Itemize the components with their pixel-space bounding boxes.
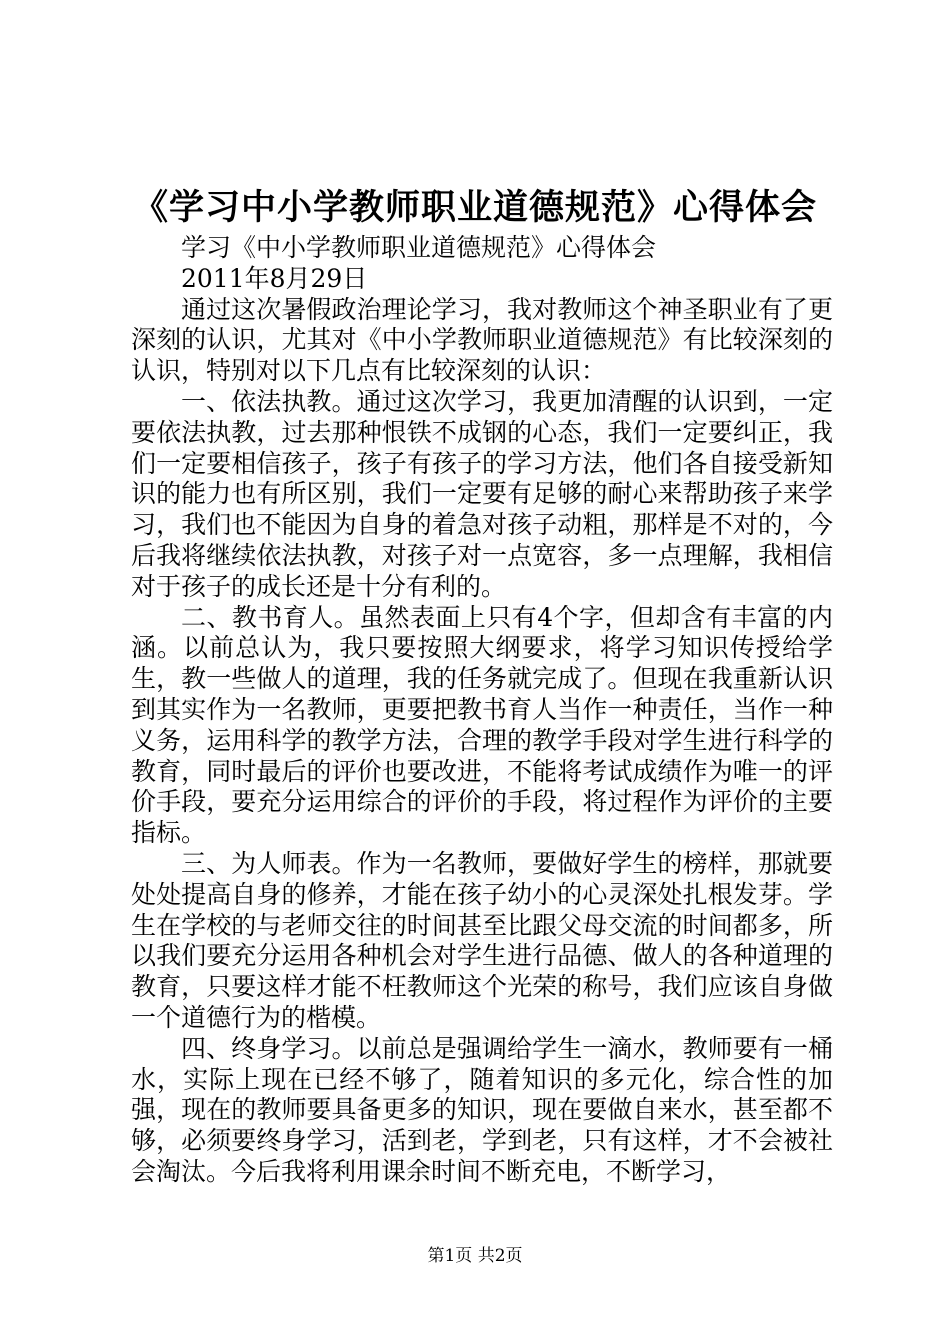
- document-title: 《学习中小学教师职业道德规范》心得体会: [132, 187, 817, 228]
- body-paragraph-4: 四、终身学习。以前总是强调给学生一滴水，教师要有一桶水，实际上现在已经不够了，随着知识的多元化，综合性的加强，现在的教师要具备更多的知识，现在要做自来水，甚至都不够，必须要终身学习，活到老，学到老，只有这样，才不会被社会淘汰。今后我将利用课余时间不断充电，不断学习，: [131, 1033, 833, 1186]
- page-footer: 第1页 共2页: [427, 1246, 523, 1266]
- subtitle-paragraph: 学习《中小学教师职业道德规范》心得体会: [181, 233, 657, 262]
- body-paragraph-3: 三、为人师表。作为一名教师，要做好学生的榜样，那就要处处提高自身的修养，才能在孩子幼小的心灵深处扎根发芽。学生在学校的与老师交往的时间甚至比跟父母交流的时间都多，所以我们要充分运用各种机会对学生进行品德、做人的各种道理的教育，只要这样才能不枉教师这个光荣的称号，我们应该自身做一个道德行为的楷模。: [131, 848, 833, 1032]
- date-paragraph: 2011年8月29日: [181, 263, 368, 293]
- intro-paragraph: 通过这次暑假政治理论学习，我对教师这个神圣职业有了更深刻的认识，尤其对《中小学教师职业道德规范》有比较深刻的认识，特别对以下几点有比较深刻的认识：: [131, 294, 833, 386]
- body-paragraph-1: 一、依法执教。通过这次学习，我更加清醒的认识到，一定要依法执教，过去那种恨铁不成钢的心态，我们一定要纠正，我们一定要相信孩子，孩子有孩子的学习方法，他们各自接受新知识的能力也有所区别，我们一定要有足够的耐心来帮助孩子来学习，我们也不能因为自身的着急对孩子动粗，那样是不对的，今后我将继续依法执教，对孩子对一点宽容，多一点理解，我相信对于孩子的成长还是十分有利的。: [131, 386, 833, 601]
- body-paragraph-2: 二、教书育人。虽然表面上只有4个字，但却含有丰富的内涵。以前总认为，我只要按照大纲要求，将学习知识传授给学生，教一些做人的道理，我的任务就完成了。但现在我重新认识到其实作为一名教师，更要把教书育人当作一种责任，当作一种义务，运用科学的教学方法，合理的教学手段对学生进行科学的教育，同时最后的评价也要改进，不能将考试成绩作为唯一的评价手段，要充分运用综合的评价的手段，将过程作为评价的主要指标。: [131, 602, 833, 848]
- document-body: [131, 233, 833, 1188]
